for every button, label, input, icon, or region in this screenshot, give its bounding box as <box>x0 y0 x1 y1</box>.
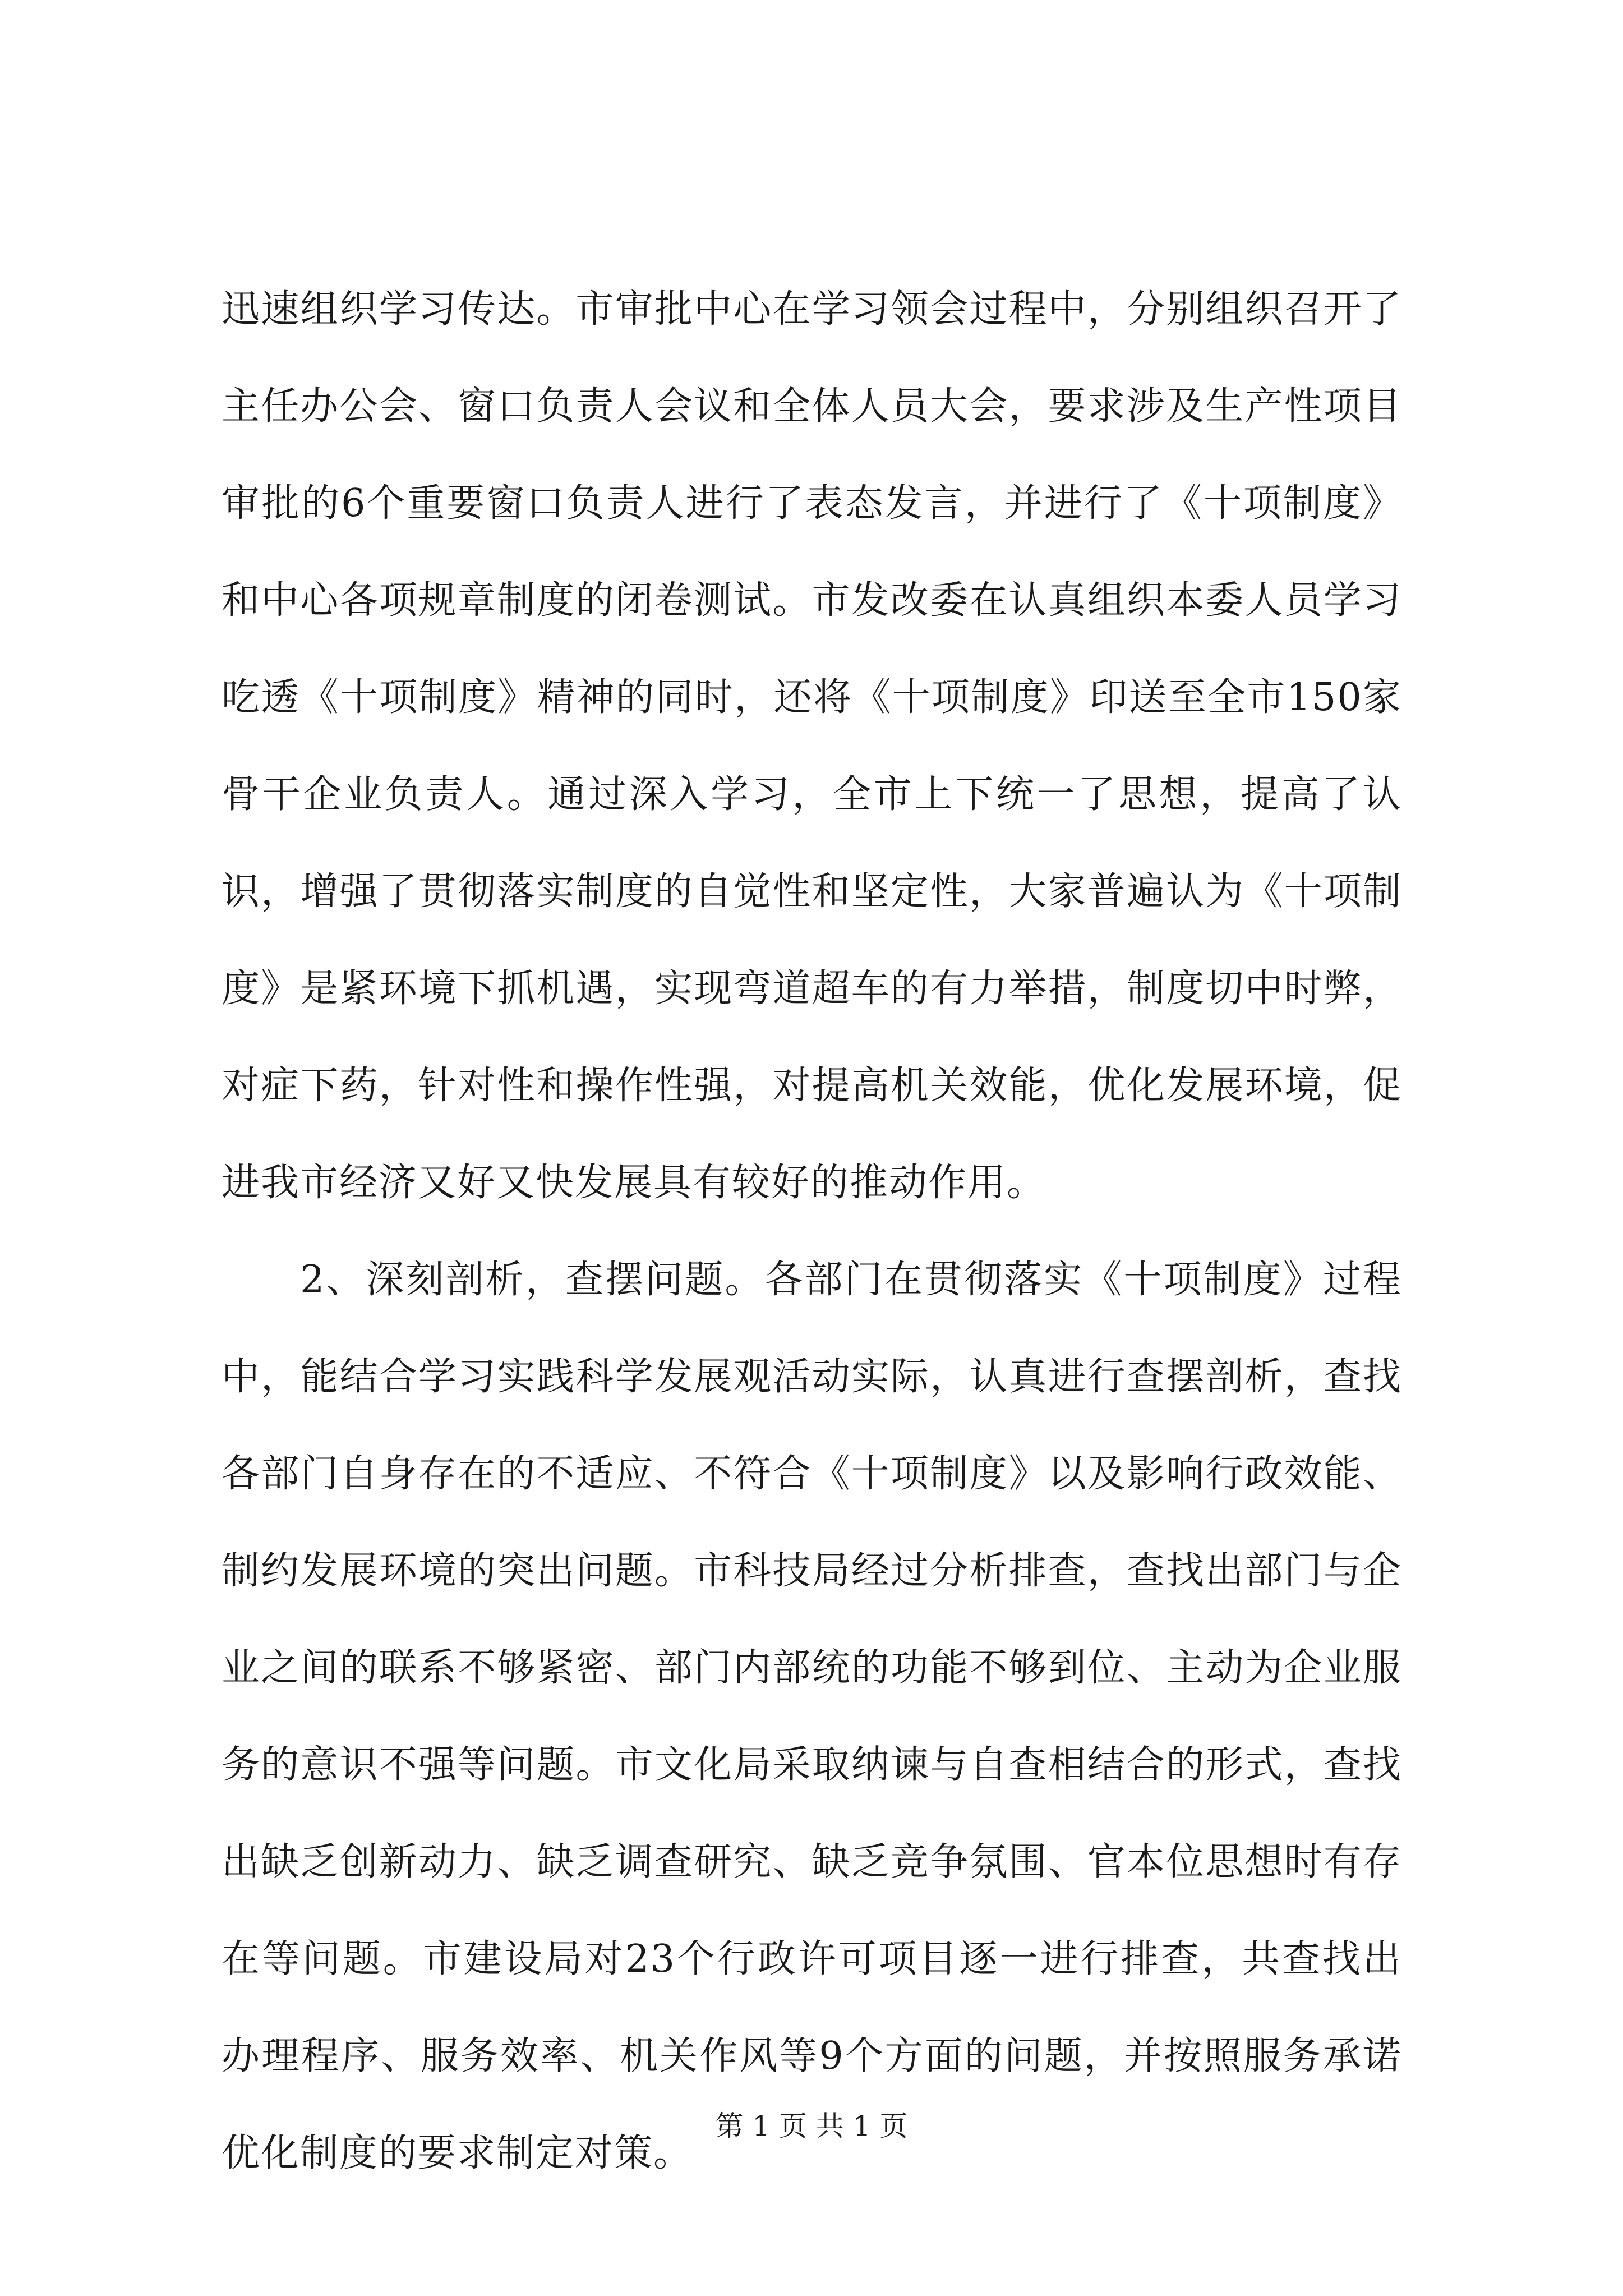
paragraph-1: 迅速组织学习传达。市审批中心在学习领会过程中，分别组织召开了主任办公会、窗口负责人会议和全体人员大会，要求涉及生产性项目审批的6个重要窗口负责人进行了表态发言，并进行了《十项制度》和中心各项规章制度的闭卷测试。市发改委在认真组织本委人员学习吃透《十项制度》精神的同时，还将《十项制度》印送至全市150家骨干企业负责人。通过深入学习，全市上下统一了思想，提高了认识，增强了贯彻落实制度的自觉性和坚定性，大家普遍认为《十项制度》是紧环境下抓机遇，实现弯道超车的有力举措，制度切中时弊，对症下药，针对性和操作性强，对提高机关效能，优化发展环境，促进我市经济又好又快发展具有较好的推动作用。 <box>222 287 1402 1205</box>
paragraph-2: 2、深刻剖析，查摆问题。各部门在贯彻落实《十项制度》过程中，能结合学习实践科学发展观活动实际，认真进行查摆剖析，查找各部门自身存在的不适应、不符合《十项制度》以及影响行政效能、制约发展环境的突出问题。市科技局经过分析排查，查找出部门与企业之间的联系不够紧密、部门内部统的功能不够到位、主动为企业服务的意识不强等问题。市文化局采取纳谏与自查相结合的形式，查找出缺乏创新动力、缺乏调查研究、缺乏竞争氛围、官本位思想时有存在等问题。市建设局对23个行政许可项目逐一进行排查，共查找出办理程序、服务效率、机关作风等9个方面的问题，并按照服务承诺优化制度的要求制定对策。 <box>222 1258 1402 2175</box>
page-footer: 第 1 页 共 1 页 <box>715 2110 908 2142</box>
document-body <box>222 261 1402 2202</box>
